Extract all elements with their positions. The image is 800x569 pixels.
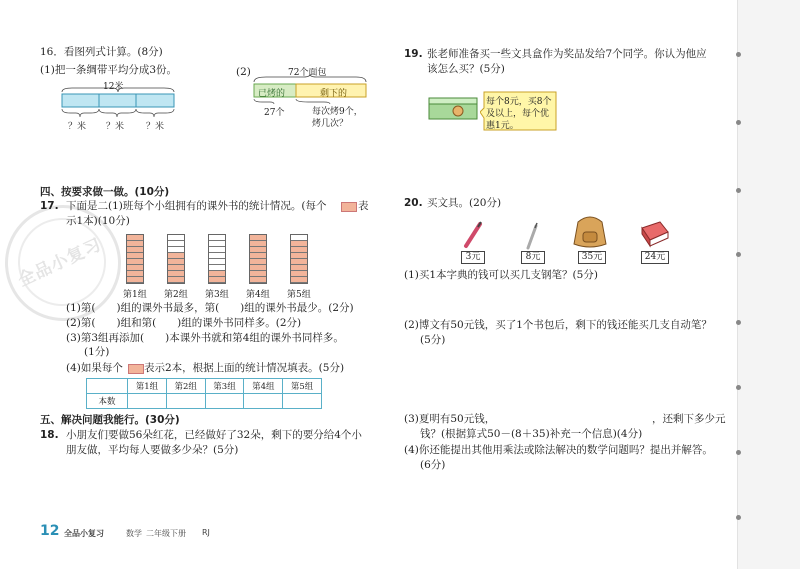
table-head-cell: 第2组 [166,379,205,394]
price-tag-backpack: 35元 [578,251,606,264]
price-tag-pencil: 8元 [521,251,545,264]
q17-a1: (1)第( )组的课外书最多，第( )组的课外书最少。(2分) [66,302,354,314]
group-label-3: 第3组 [205,290,229,300]
table-head-cell: 第3组 [205,379,244,394]
footer-grade: 二年级下册 [146,529,186,538]
page-number: 12 [40,523,60,539]
q19-text2: 该怎么买？(5分) [427,63,505,75]
binder-hole [736,385,741,390]
book-cell-filled [291,277,307,283]
ribbon-q2: ？米 [106,122,125,132]
table-answer-cell[interactable] [166,394,205,409]
binder-hole [736,450,741,455]
book-column-group-2 [167,234,185,284]
binder-hole [736,515,741,520]
table-head-cell [87,379,128,394]
q20-a4: (4)你还能提出其他用乘法或除法解决的数学问题吗？提出并解答。 [404,444,713,456]
sign-line3: 惠1元。 [486,121,519,131]
q18-number: 18. [40,429,59,441]
q17-a4b: 表示2本，根据上面的统计情况填表。(5分) [144,362,345,374]
ribbon-diagram [58,86,178,120]
binder-hole [736,188,741,193]
mechanical-pencil-icon [524,222,540,250]
q18-text2: 朋友做，平均每人要做多少朵？(5分) [66,444,239,456]
section-4-heading: 四、按要求做一做。(10分) [40,186,170,198]
footer-version: RJ [202,528,210,537]
q20-a3a: (3)夏明有50元钱， [404,413,496,425]
q20-text: 买文具。(20分) [427,197,502,209]
group-label-2: 第2组 [164,290,188,300]
q20-a3b: ，还剩下多少元 [652,413,726,425]
binder-hole [736,252,741,257]
q20-a3c: 钱？(根据算式50－(8＋35)补充一个信息)(4分) [420,428,643,440]
book-column-group-5 [290,234,308,284]
table-header-row [87,379,322,394]
table-head-cell: 第1组 [128,379,167,394]
binder-hole [736,120,741,125]
book-cell-filled [127,277,143,283]
q16-part2-num: (2) [236,66,251,78]
group-label-5: 第5组 [287,290,311,300]
q19-number: 19. [404,48,423,60]
price-tag-dictionary: 24元 [641,251,669,264]
q20-number: 20. [404,197,423,209]
bread-note1: 每次烤9个， [312,107,363,117]
group-label-4: 第4组 [246,290,270,300]
book-column-group-3 [208,234,226,284]
table-answer-cell[interactable] [244,394,283,409]
ribbon-q3: ？米 [146,122,165,132]
q17-a2: (2)第( )组和第( )组的课外书同样多。(2分) [66,317,302,329]
sign-line2: 及以上，每个优 [486,109,550,119]
q19-text1: 张老师准备买一些文具盒作为奖品发给7个同学。你认为他应 [427,48,707,60]
book-column-group-4 [249,234,267,284]
fill-table [86,378,322,409]
q17-number: 17. [40,200,59,212]
q17-text2: 示1本)(10分) [66,215,130,227]
price-tag-pen: 3元 [461,251,485,264]
table-answer-cell[interactable] [205,394,244,409]
bread-note2: 烤几次？ [312,119,349,129]
section-5-heading: 五、解决问题我能行。(30分) [40,414,180,426]
q17-a3-score: (1分) [84,346,110,358]
q20-a1: (1)买1本字典的钱可以买几支钢笔？(5分) [404,269,598,281]
sign-line1: 每个8元，买8个 [486,97,552,107]
pencil-case-icon [428,94,480,122]
table-answer-cell[interactable] [128,394,167,409]
ribbon-total: 12米 [103,82,124,92]
q20-a2: (2)博文有50元钱，买了1个书包后，剩下的钱还能买几支自动笔？ [404,319,712,331]
bread-total: 72个面包 [288,68,327,78]
group-label-1: 第1组 [123,290,147,300]
pen-icon [462,220,484,250]
bread-remaining: 剩下的 [320,89,348,99]
bread-done: 27个 [264,108,285,118]
table-head-cell: 第5组 [283,379,322,394]
footer-subject: 数学 [126,529,142,538]
book-cell-filled [250,277,266,283]
book-column-group-1 [126,234,144,284]
q17-text1: 下面是二(1)班每个小组拥有的课外书的统计情况。(每个 [66,200,327,212]
footer-brand: 全品小复习 [64,529,104,538]
dictionary-icon [638,218,670,250]
binder-hole [736,320,741,325]
binder-edge [737,0,800,569]
q20-a2-score: (5分) [420,334,446,346]
q17-text1b: 表 [358,200,369,212]
book-cell-filled [209,277,225,283]
book-cell-filled [168,277,184,283]
book-unit-icon [341,202,357,212]
backpack-icon [570,214,610,250]
q16-title: 16．看图列式计算。(8分) [40,46,163,58]
table-answer-cell[interactable] [283,394,322,409]
binder-hole [736,52,741,57]
q20-a4-score: (6分) [420,459,446,471]
table-row [87,394,322,409]
bread-baked: 已烤的 [258,89,286,99]
q18-text1: 小朋友们要做56朵红花，已经做好了32朵，剩下的要分给4个小 [66,429,362,441]
watermark-text: 全品小复习 [15,234,106,291]
table-row-label: 本数 [87,394,128,409]
ribbon-q1: ？米 [68,122,87,132]
table-head-cell: 第4组 [244,379,283,394]
book-unit-icon-2 [128,364,144,374]
q17-a3: (3)第3组再添加( )本课外书就和第4组的课外书同样多。 [66,332,344,344]
q17-a4a: (4)如果每个 [66,362,123,374]
q16-part1: (1)把一条绸带平均分成3份。 [40,64,178,76]
